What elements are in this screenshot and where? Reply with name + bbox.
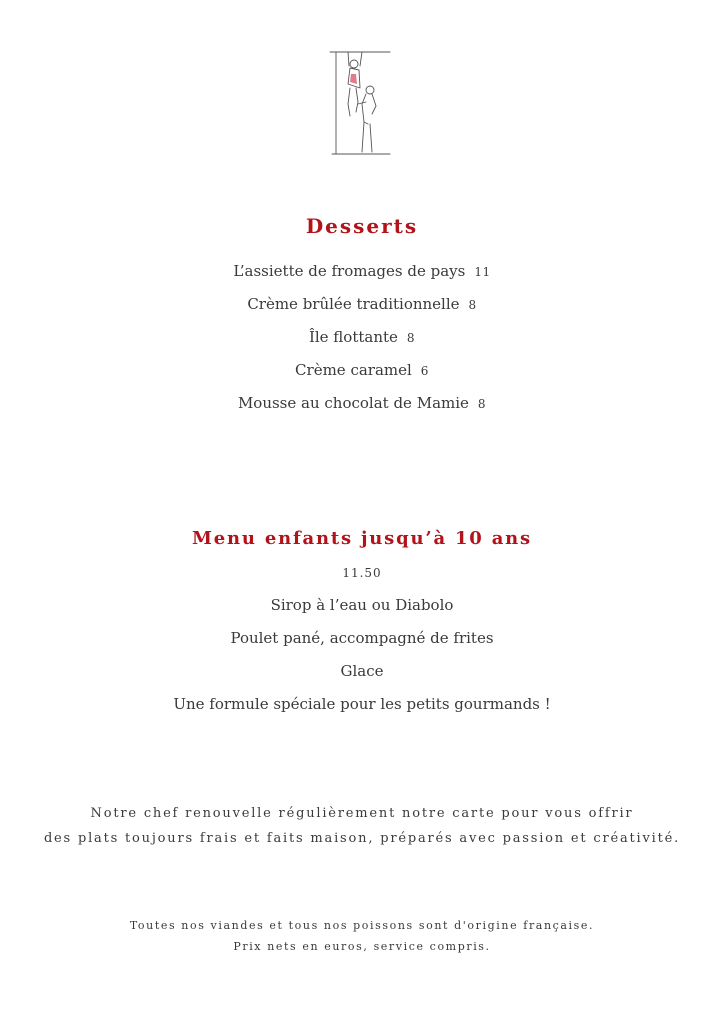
kids-menu-item: Une formule spéciale pour les petits gourmands ! (173, 695, 551, 713)
dessert-item (0, 262, 724, 280)
chef-note-line: des plats toujours frais et faits maison, préparés avec passion et créativité. (43, 831, 681, 846)
kids-menu-price: 11.50 (342, 566, 382, 580)
dessert-name: Crème brûlée traditionnelle (247, 295, 460, 313)
dessert-price: 11 (474, 265, 491, 279)
children-hanging-logo-icon (328, 44, 394, 158)
dessert-item (0, 328, 724, 346)
dessert-price: 8 (406, 331, 416, 345)
desserts-title: Desserts (305, 214, 419, 238)
kids-menu-item: Glace (340, 662, 384, 680)
chef-note-line: Notre chef renouvelle régulièrement notre carte pour vous offrir (90, 806, 634, 821)
dessert-item (0, 361, 724, 379)
kids-menu-item: Poulet pané, accompagné de frites (230, 629, 494, 647)
dessert-item (0, 295, 724, 313)
origin-note: Toutes nos viandes et tous nos poissons sont d'origine française. (129, 919, 595, 932)
dessert-price: 8 (468, 298, 477, 312)
dessert-name: Île flottante (308, 328, 398, 346)
dessert-price: 8 (477, 397, 487, 411)
kids-menu-title: Menu enfants jusqu’à 10 ans (192, 528, 532, 549)
dessert-item (0, 394, 724, 412)
dessert-name: Mousse au chocolat de Mamie (237, 394, 469, 412)
dessert-name: L’assiette de fromages de pays (233, 262, 466, 280)
kids-menu-item: Sirop à l’eau ou Diabolo (270, 596, 454, 614)
dessert-name: Crème caramel (295, 361, 412, 379)
dessert-price: 6 (420, 364, 429, 378)
price-note: Prix nets en euros, service compris. (233, 940, 491, 953)
